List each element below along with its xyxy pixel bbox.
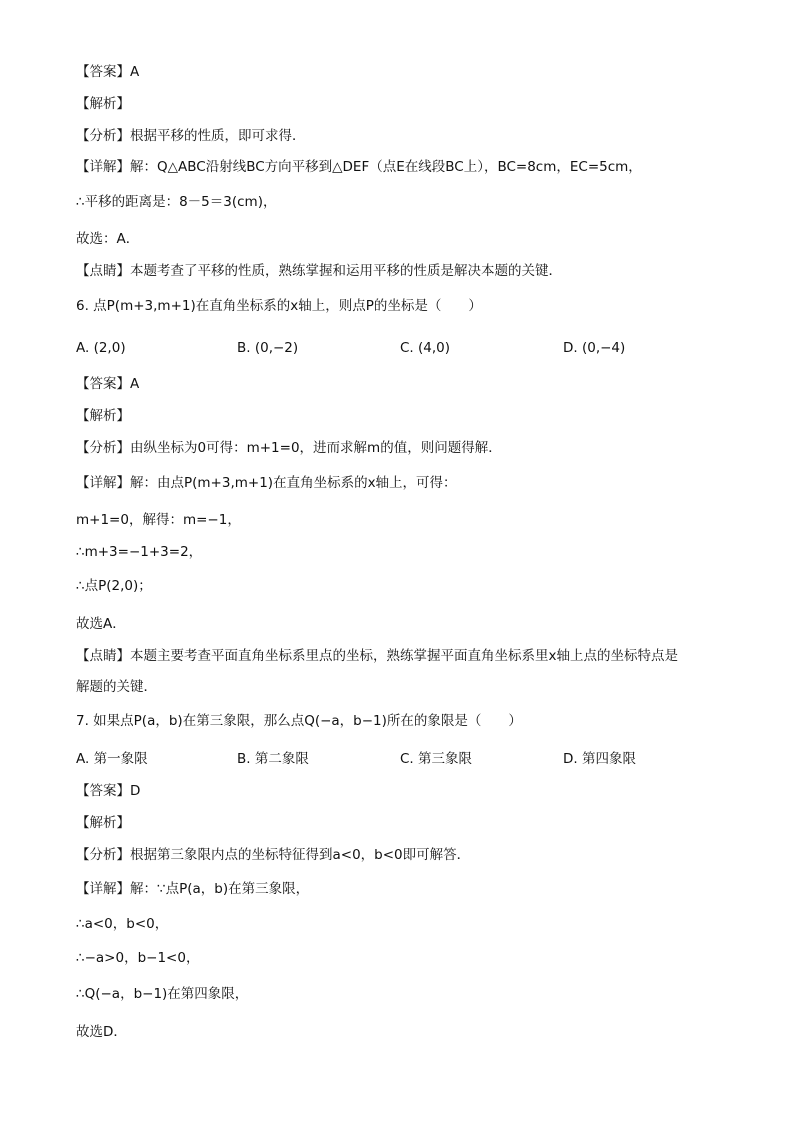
text-line-l15: ∴m+3=−1+3=2， <box>76 544 203 560</box>
text-line-l13: 【详解】解：由点P(m+3,m+1)在直角坐标系的x轴上，可得： <box>76 475 457 491</box>
text-line-l18: 【点睛】本题主要考查平面直角坐标系里点的坐标，熟练掌握平面直角坐标系里x轴上点的坐标特点是 <box>76 648 678 664</box>
text-line-l27: ∴−a>0，b−1<0， <box>76 950 200 966</box>
q6-option-d: D. (0,−4) <box>563 340 626 356</box>
text-line-l05: ∴平移的距离是：8－5＝3(cm)， <box>76 194 277 210</box>
q7-option-d: D. 第四象限 <box>563 751 636 767</box>
text-line-l16: ∴点P(2,0)； <box>76 578 152 594</box>
q6-option-a: A. (2,0) <box>76 340 126 356</box>
text-line-l03: 【分析】根据平移的性质，即可求得． <box>76 128 306 144</box>
text-line-l14: m+1=0，解得：m=−1， <box>76 512 241 528</box>
text-line-l24: 【分析】根据第三象限内点的坐标特征得到a<0，b<0即可解答． <box>76 847 471 863</box>
text-line-l29: 故选D． <box>76 1024 127 1040</box>
q6-option-b: B. (0,−2) <box>237 340 299 356</box>
text-line-l08: 6. 点P(m+3,m+1)在直角坐标系的x轴上，则点P的坐标是（ ） <box>76 298 482 314</box>
text-line-l23: 【解析】 <box>76 815 130 831</box>
text-line-l10: 【答案】A <box>76 376 140 392</box>
text-line-l20: 7. 如果点P(a，b)在第三象限，那么点Q(−a，b−1)所在的象限是（ ） <box>76 713 522 729</box>
text-line-l11: 【解析】 <box>76 408 130 424</box>
text-line-l07: 【点睛】本题考查了平移的性质，熟练掌握和运用平移的性质是解决本题的关键． <box>76 263 562 279</box>
q6-option-c: C. (4,0) <box>400 340 451 356</box>
text-line-l17: 故选A． <box>76 616 126 632</box>
text-line-l06: 故选：A． <box>76 231 140 247</box>
text-line-l19: 解题的关键． <box>76 679 157 695</box>
text-line-l22: 【答案】D <box>76 783 141 799</box>
text-line-l02: 【解析】 <box>76 96 130 112</box>
text-line-l28: ∴Q(−a，b−1)在第四象限， <box>76 986 249 1002</box>
text-line-l04: 【详解】解：Q△ABC沿射线BC方向平移到△DEF（点E在线段BC上），BC=8cm，EC=5cm， <box>76 159 642 175</box>
q7-option-c: C. 第三象限 <box>400 751 473 767</box>
text-line-l01: 【答案】A <box>76 64 140 80</box>
text-line-l25: 【详解】解：∵点P(a，b)在第三象限， <box>76 881 310 897</box>
q7-option-b: B. 第二象限 <box>237 751 309 767</box>
text-line-l12: 【分析】由纵坐标为0可得：m+1=0，进而求解m的值，则问题得解． <box>76 440 502 456</box>
text-line-l26: ∴a<0，b<0， <box>76 916 169 932</box>
q7-option-a: A. 第一象限 <box>76 751 148 767</box>
